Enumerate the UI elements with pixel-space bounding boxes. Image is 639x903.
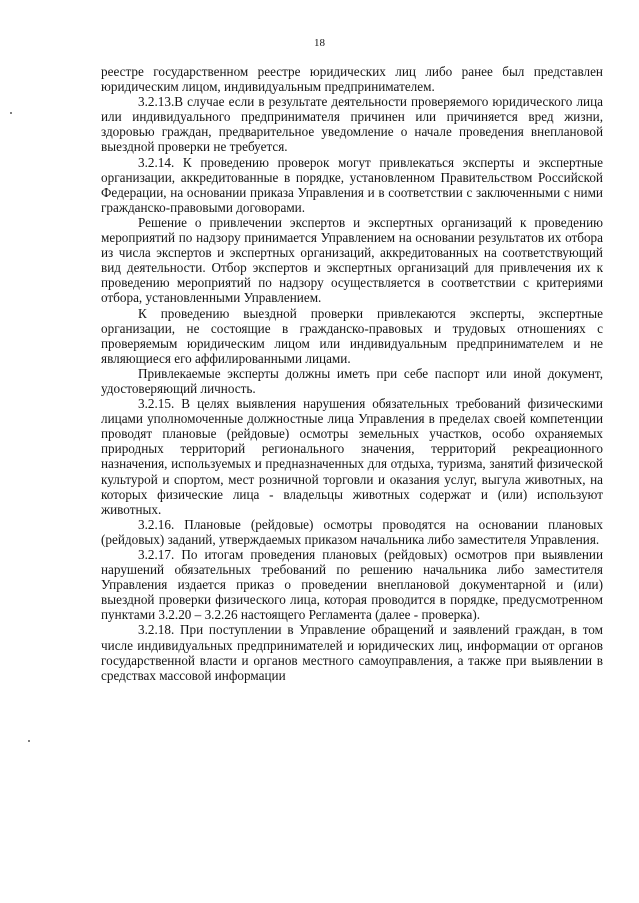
paragraph-expert-selection: Решение о привлечении экспертов и экспертных организаций к проведению мероприятий по надзору принимается Управлением на основании результатов их отбора из числа экспертов и экспертных организаций, аккредитованных на соответствующий вид деятельности. Отбор экспертов и экспертных организаций для привлечения их к проведению мероприятий по надзору осуществляется в соответствии с критериями отбора, установленными Управлением.: [101, 214, 603, 306]
paragraph-expert-eligibility: К проведению выездной проверки привлекаются эксперты, экспертные организации, не состоящие в гражданско-правовых и трудовых отношениях с проверяемым юридическим лицом или индивидуальным предпринимателем и не являющиеся его аффилированными лицами.: [101, 305, 603, 366]
scan-speck: [28, 740, 30, 742]
paragraph-continuation: реестре государственном реестре юридических лиц либо ранее был представлен юридическим лицом, индивидуальным предпринимателем.: [101, 64, 603, 95]
paragraph-3-2-14: 3.2.14. К проведению проверок могут привлекаться эксперты и экспертные организации, аккредитованные в порядке, установленном Правительством Российской Федерации, на основании приказа Управления и в соответствии с заключенными с ними гражданско-правовыми договорами.: [101, 154, 603, 215]
document-body: [101, 64, 603, 683]
paragraph-expert-passport: Привлекаемые эксперты должны иметь при себе паспорт или иной документ, удостоверяющий личность.: [101, 365, 603, 396]
page-number: 18: [314, 37, 325, 49]
paragraph-3-2-16: 3.2.16. Плановые (рейдовые) осмотры проводятся на основании плановых (рейдовых) заданий, утверждаемых приказом начальника либо заместителя Управления.: [101, 516, 603, 547]
paragraph-3-2-13: 3.2.13.В случае если в результате деятельности проверяемого юридического лица или индивидуального предпринимателя причинен или причиняется вред жизни, здоровью граждан, предварительное уведомление о начале проведения внеплановой выездной проверки не требуется.: [101, 94, 603, 155]
paragraph-3-2-15: 3.2.15. В целях выявления нарушения обязательных требований физическими лицами уполномоченные должностные лица Управления в пределах своей компетенции проводят плановые (рейдовые) осмотры земельных участков, особо охраняемых природных территорий регионального значения, территорий рекреационного назначения, используемых и предназначенных для отдыха, туризма, занятий физической культурой и спортом, мест розничной торговли и оказания услуг, выгула животных, на которых физические лица - владельцы животных содержат и (или) используют животных.: [101, 396, 603, 517]
paragraph-3-2-17: 3.2.17. По итогам проведения плановых (рейдовых) осмотров при выявлении нарушений обязательных требований по решению начальника либо заместителя Управления издается приказ о проведении внеплановой документарной и (или) выездной проверки физического лица, которая проводится в порядке, предусмотренном пунктами 3.2.20 – 3.2.26 настоящего Регламента (далее - проверка).: [101, 547, 603, 623]
paragraph-3-2-18: 3.2.18. При поступлении в Управление обращений и заявлений граждан, в том числе индивидуальных предпринимателей и юридических лиц, информации от органов государственной власти и органов местного самоуправления, а также при выявлении в средствах массовой информации: [101, 622, 603, 683]
scan-speck: [10, 112, 12, 114]
